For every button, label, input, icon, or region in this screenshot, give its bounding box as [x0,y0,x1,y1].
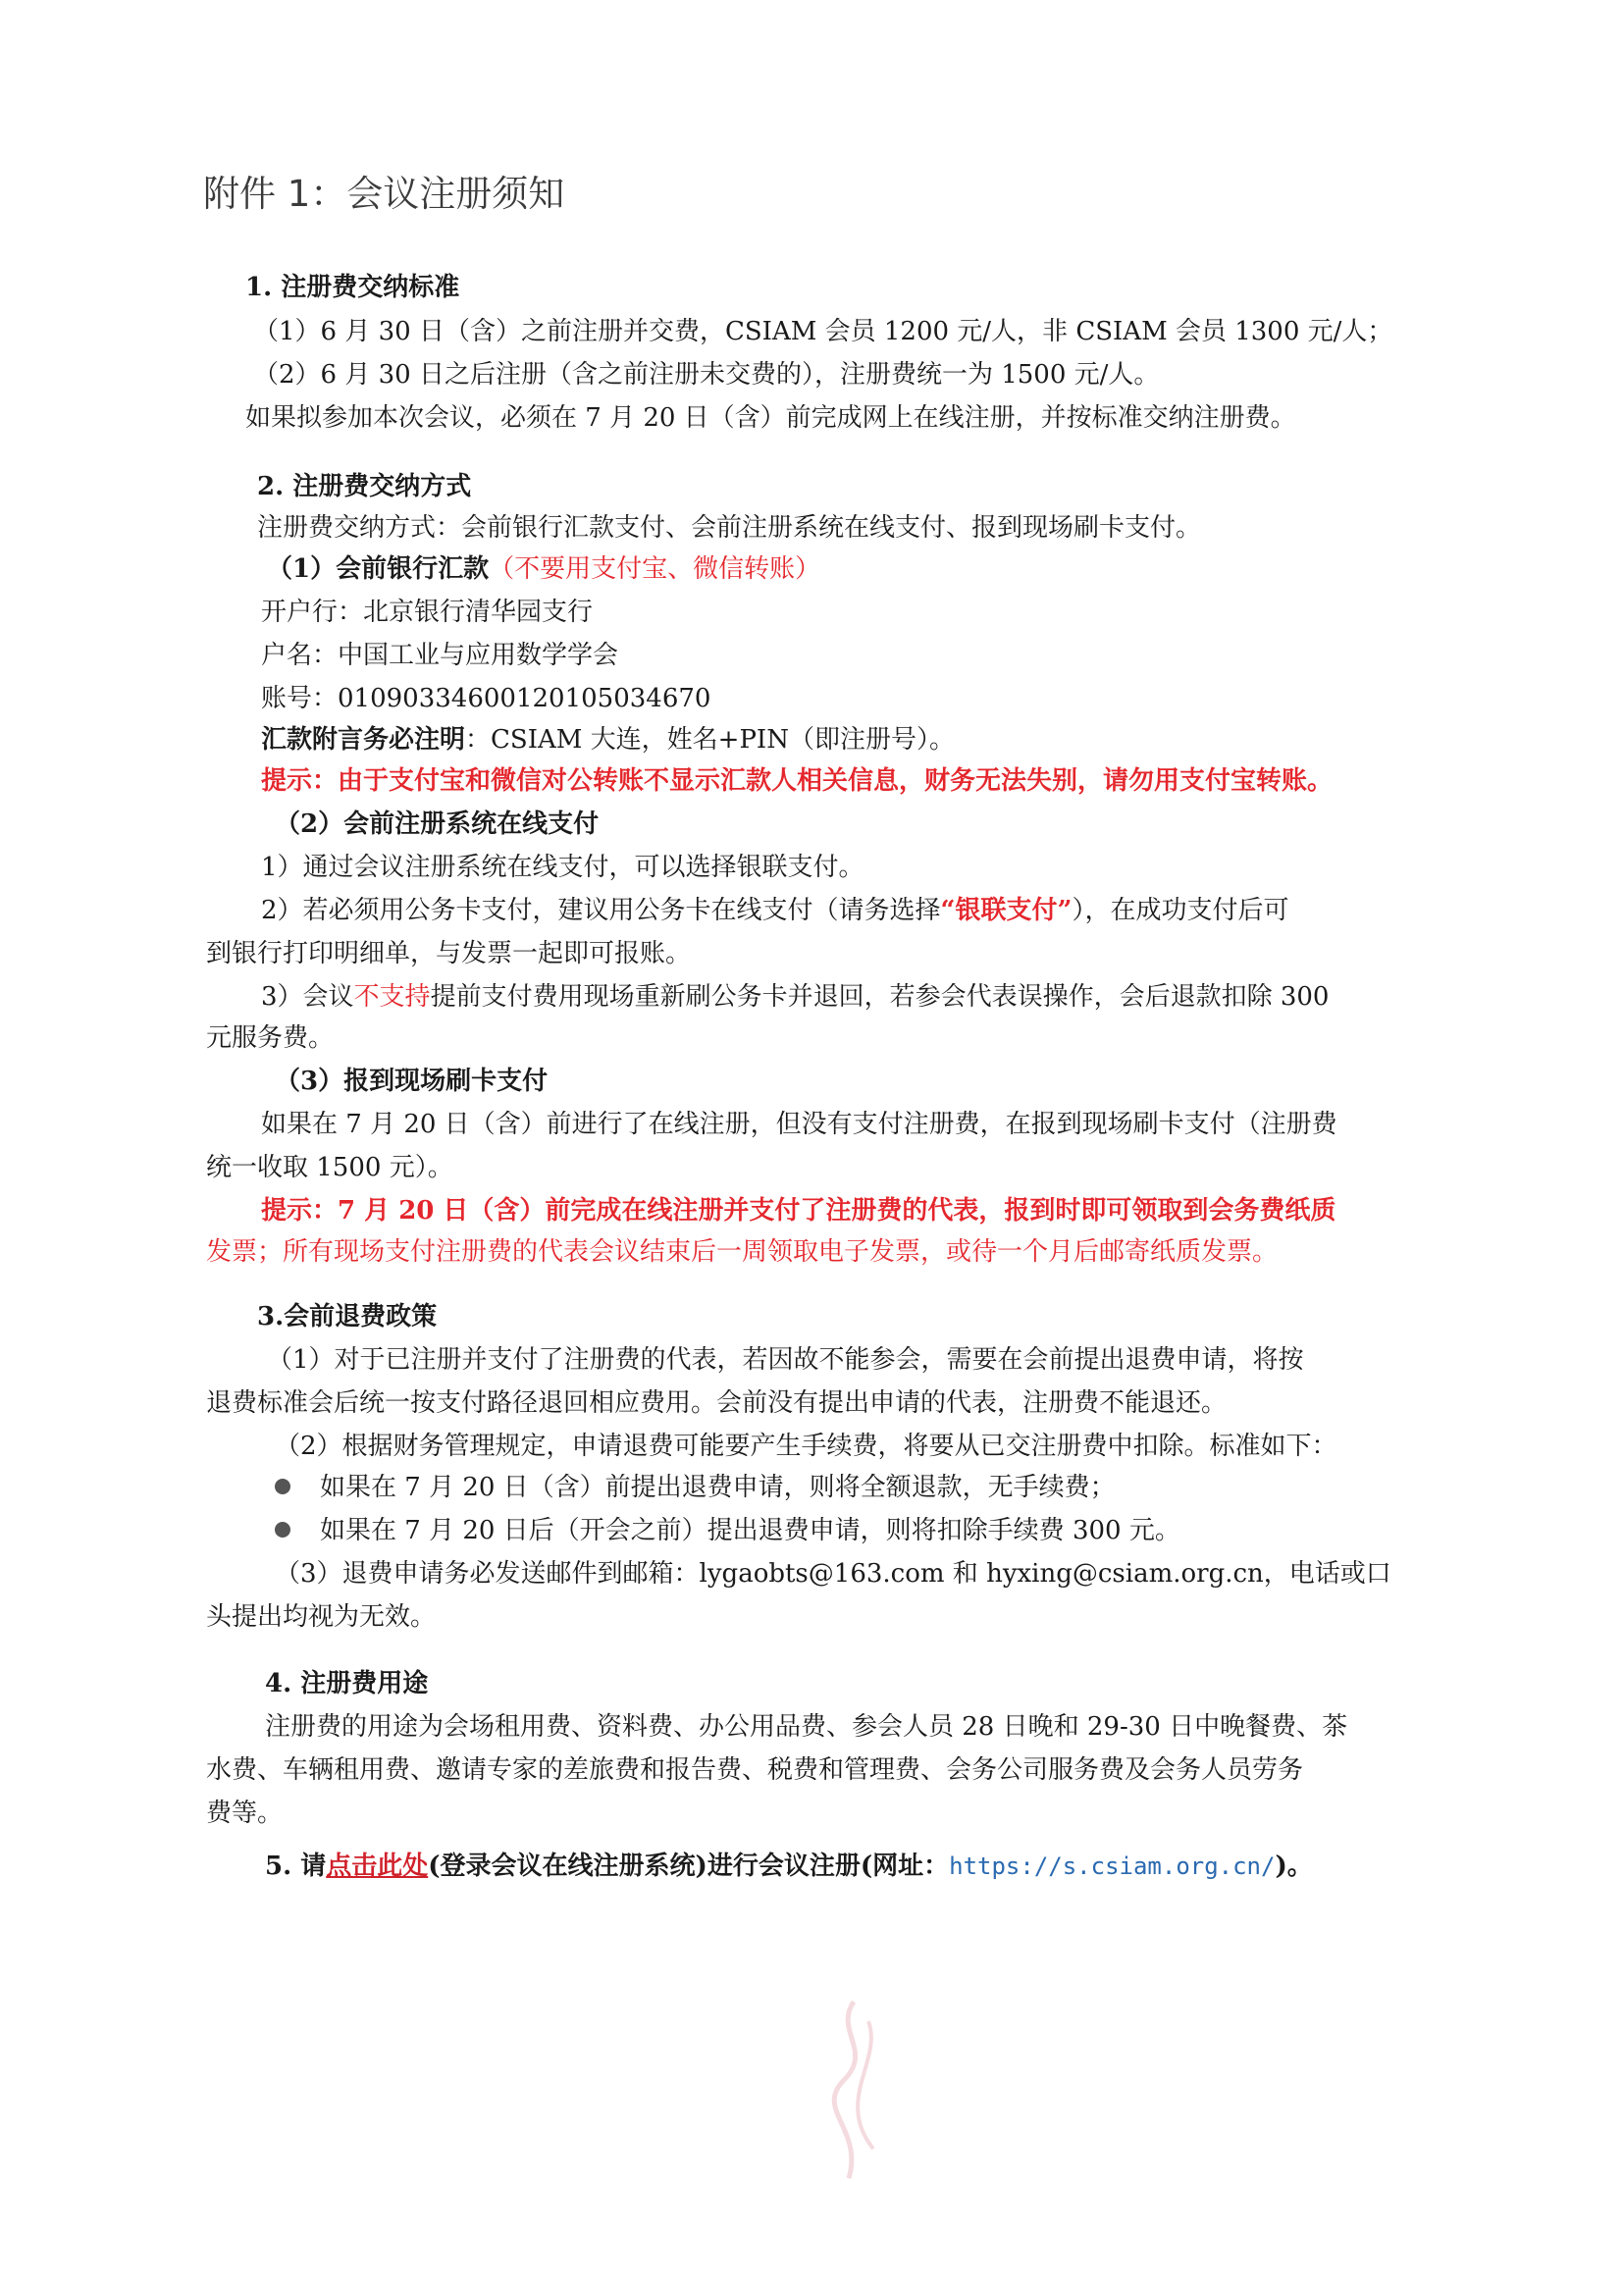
account-holder: 户名：中国工业与应用数学学会 [261,641,619,670]
s3-bullet-1-text: 如果在 7 月 20 日（含）前提出退费申请，则将全额退款，无手续费； [320,1473,1116,1502]
s2-p2-line-3: 到银行打印明细单，与发票一起即可报账。 [206,939,692,968]
s2-p2-heading: （2）会前注册系统在线支付 [275,809,600,839]
bank-name: 开户行：北京银行清华园支行 [261,598,594,627]
s1-line-2: （2）6 月 30 日之后注册（含之前注册未交费的），注册费统一为 1500 元/人。 [253,360,1160,390]
tip-alipay: 提示：由于支付宝和微信对公转账不显示汇款人相关信息，财务无法失别，请勿用支付宝转账。 [261,766,1334,796]
s2-p2-line-2 [261,893,1288,928]
s4-line-1: 注册费的用途为会场租用费、资料费、办公用品费、参会人员 28 日晚和 29-30 日中晚餐费、茶 [265,1712,1348,1742]
s2-intro: 注册费交纳方式：会前银行汇款支付、会前注册系统在线支付、报到现场刷卡支付。 [257,513,1202,543]
s3-line-5: 头提出均视为无效。 [206,1602,437,1632]
s2-p2-line-2-a: 2）若必须用公务卡支付，建议用公务卡在线支付（请务选择 [261,896,941,925]
s1-line-1: （1）6 月 30 日（含）之前注册并交费，CSIAM 会员 1200 元/人，非 CSIAM 会员 1300 元/人； [253,317,1393,346]
click-here-link[interactable]: 点击此处 [326,1852,429,1881]
s2-p2-line-1: 1）通过会议注册系统在线支付，可以选择银联支付。 [261,853,864,882]
registration-url-link[interactable]: https://s.csiam.org.cn/ [949,1852,1276,1880]
s3-line-4: （3）退费申请务必发送邮件到邮箱：lygaobts@163.com 和 hyxing@csiam.org.cn，电话或口 [275,1559,1391,1589]
s2-p1-title: （1）会前银行汇款 [267,554,490,584]
section-2-heading: 2. 注册费交纳方式 [257,472,472,501]
s2-p3-line-1: 如果在 7 月 20 日（含）前进行了在线注册，但没有支付注册费，在报到现场刷卡支付（注册费 [261,1110,1337,1139]
s5-prefix: 5. 请 [265,1852,327,1881]
s2-p2-line-5: 元服务费。 [206,1023,335,1053]
bullet-dot-icon [275,1479,290,1494]
not-supported-highlight: 不支持 [353,982,431,1012]
s3-line-1: （1）对于已注册并支付了注册费的代表，若因故不能参会，需要在会前提出退费申请，将按 [267,1345,1304,1375]
s5-suffix: )。 [1275,1852,1313,1881]
section-3-heading: 3.会前退费政策 [257,1302,438,1331]
s3-line-2: 退费标准会后统一按支付路径退回相应费用。会前没有提出申请的代表，注册费不能退还。 [206,1388,1228,1418]
section-1-heading: 1. 注册费交纳标准 [245,273,460,302]
s2-p2-line-2-c: ），在成功支付后可 [1072,896,1289,925]
section-5-registration [265,1849,1313,1884]
page-title: 附件 1：会议注册须知 [203,173,565,215]
remark-line [261,722,955,757]
unionpay-highlight: “银联支付” [940,896,1073,925]
s2-p2-line-4-c: 提前支付费用现场重新刷公务卡并退回，若参会代表误操作，会后退款扣除 300 [430,982,1330,1012]
remark-value: ：CSIAM 大连，姓名+PIN（即注册号）。 [465,725,955,755]
s3-line-3: （2）根据财务管理规定，申请退费可能要产生手续费，将要从已交注册费中扣除。标准如下： [275,1432,1337,1461]
s5-middle: (登录会议在线注册系统)进行会议注册(网址： [428,1852,950,1881]
s3-bullet-1 [275,1470,1116,1505]
section-4-heading: 4. 注册费用途 [265,1669,429,1698]
remark-label: 汇款附言务必注明 [261,725,466,755]
s3-bullet-2-text: 如果在 7 月 20 日后（开会之前）提出退费申请，则将扣除手续费 300 元。 [320,1516,1180,1545]
s2-p1-note: （不要用支付宝、微信转账） [489,554,821,584]
s2-p2-line-4 [261,979,1329,1015]
s1-line-3: 如果拟参加本次会议，必须在 7 月 20 日（含）前完成网上在线注册，并按标准交纳注册费。 [245,403,1296,433]
s4-line-3: 费等。 [206,1799,284,1828]
s2-p1-heading [267,551,820,587]
s4-line-2: 水费、车辆租用费、邀请专家的差旅费和报告费、税费和管理费、会务公司服务费及会务人员劳务 [206,1755,1304,1785]
bullet-dot-icon [275,1522,290,1538]
tip-invoice-2: 发票；所有现场支付注册费的代表会议结束后一周领取电子发票，或待一个月后邮寄纸质发票。 [206,1237,1279,1267]
s2-p2-line-4-a: 3）会议 [261,982,354,1012]
s2-p3-heading: （3）报到现场刷卡支付 [275,1067,549,1096]
s3-bullet-2 [275,1513,1180,1548]
s2-p3-line-2: 统一收取 1500 元）。 [206,1153,453,1182]
seal-watermark-icon [814,1992,893,2188]
tip-invoice-1: 提示：7 月 20 日（含）前完成在线注册并支付了注册费的代表，报到时即可领取到会务费纸质 [261,1196,1336,1226]
account-number: 账号：01090334600120105034670 [261,684,711,713]
